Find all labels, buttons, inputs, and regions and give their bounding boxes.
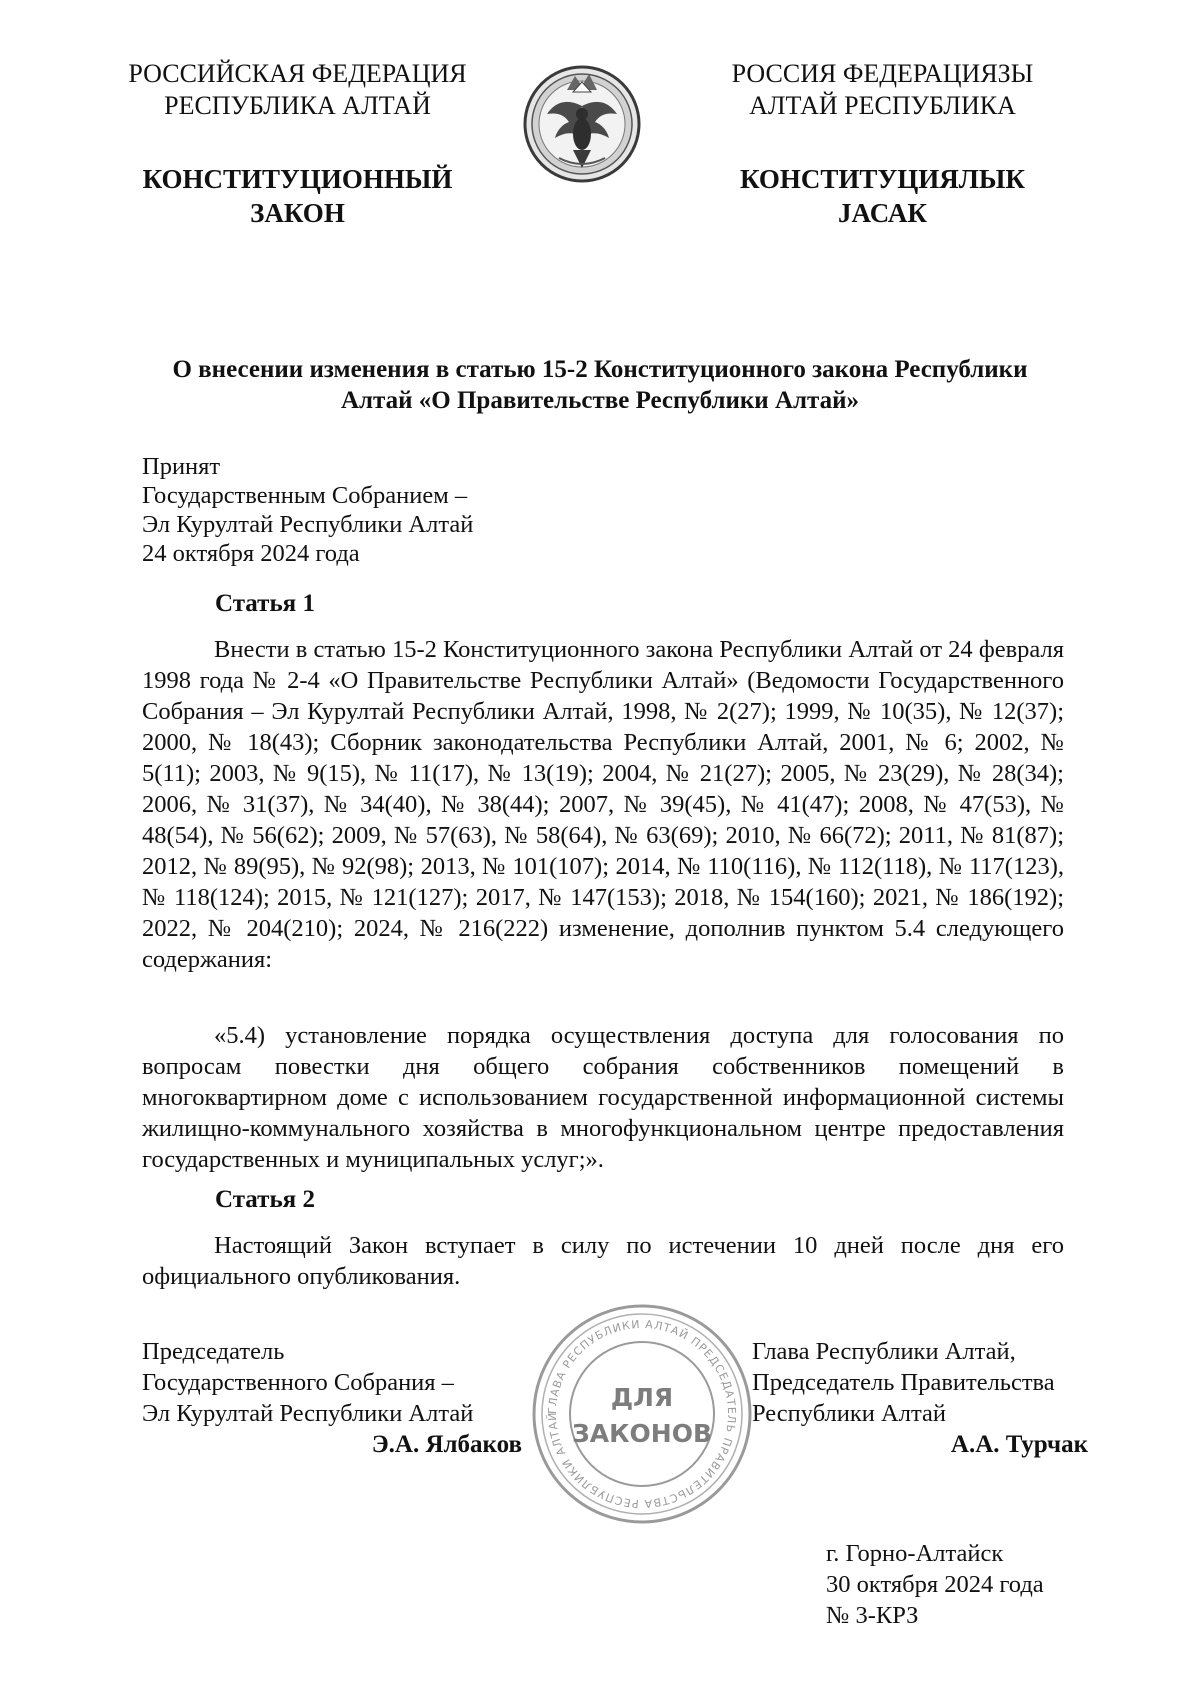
doc-type-ru-line2: ЗАКОН <box>250 198 345 228</box>
signature-right-line1: Глава Республики Алтай, <box>752 1338 1016 1365</box>
header-left <box>110 58 485 122</box>
article1-insert-text: «5.4) установление порядка осуществления доступа для голосования по вопросам повестки дня общего собрания собственников помещений в многоквартирном доме с использованием государственной информационной системы жилищно-коммунального хозяйства в многофункциональном центре предоставления государственных и муниципальных услуг;». <box>142 1022 1064 1173</box>
republic-altai-emblem-icon <box>523 58 641 186</box>
signature-left-line1: Председатель <box>142 1338 285 1365</box>
header-right-country: РОССИЯ ФЕДЕРАЦИЯЗЫ <box>731 59 1034 88</box>
svg-text:ГЛАВА РЕСПУБЛИКИ АЛТАЙ ПРЕДСЕД <box>546 1318 738 1510</box>
signature-right <box>752 1336 1092 1429</box>
header-left-republic: РЕСПУБЛИКА АЛТАЙ <box>164 91 431 120</box>
header-right-republic: АЛТАЙ РЕСПУБЛИКА <box>749 91 1016 120</box>
adoption-block <box>142 452 542 568</box>
signature-left-name: Э.А. Ялбаков <box>371 1431 522 1458</box>
doc-type-alt-line2: JАСАК <box>838 198 927 228</box>
doc-type-alt-line1: КОНСТИТУЦИЯЛЫК <box>740 164 1025 194</box>
article1-paragraph: Внести в статью 15-2 Конституционного закона Республики Алтай от 24 февраля 1998 года № 2-4 «О Правительстве Республики Алтай» (Ведомости Государственного Собрания – Эл Курултай Республики Алтай, 1998, № 2(27); 1999, № 10(35), № 12(37); 2000, № 18(43); Сборник законодательства Республики Алтай, 2001, № 6; 2002, № 5(11); 2003, № 9(15), № 11(17), № 13(19); 2004, № 21(27); 2005, № 23(29), № 28(34); 2006, № 31(37), № 34(40), № 38(44); 2007, № 39(45), № 41(47); 2008, № 47(53), № 48(54), № 56(62); 2009, № 57(63), № 58(64), № 63(69); 2010, № 66(72); 2011, № 81(87); 2012, № 89(95), № 92(98); 2013, № 101(107); 2014, № 110(116), № 112(118), № 117(123), № 118(124); 2015, № 121(127); 2017, № 147(153); 2018, № 154(160); 2021, № 186(192); 2022, № 204(210); 2024, № 216(222) изменение, дополнив пунктом 5.4 следующего содержания: <box>142 636 1064 973</box>
header-left-doc-type <box>120 162 475 230</box>
footer-city: г. Горно-Алтайск <box>826 1540 1004 1567</box>
signature-right-name: А.А. Турчак <box>950 1431 1088 1458</box>
article2-heading: Статья 2 <box>215 1186 315 1213</box>
signature-left-line2: Государственного Собрания – <box>142 1369 454 1396</box>
adoption-line2: Государственным Собранием – <box>142 482 468 509</box>
article2-paragraph: Настоящий Закон вступает в силу по истечении 10 дней после дня его официального опубликования. <box>142 1232 1064 1290</box>
official-stamp <box>528 1300 756 1528</box>
header-right <box>690 58 1075 122</box>
footer-date: 30 октября 2024 года <box>826 1571 1044 1598</box>
footer-block <box>826 1538 1126 1631</box>
law-title-line2: Алтай «О Правительстве Республики Алтай» <box>340 387 860 414</box>
article1-heading: Статья 1 <box>215 590 315 617</box>
stamp-line1: ДЛЯ <box>610 1383 674 1412</box>
signature-right-line2: Председатель Правительства <box>752 1369 1055 1396</box>
signature-left-line3: Эл Курултай Республики Алтай <box>142 1400 474 1427</box>
adoption-line3: Эл Курултай Республики Алтай <box>142 511 474 538</box>
signature-right-line3: Республики Алтай <box>752 1400 946 1427</box>
header-right-doc-type <box>705 162 1060 230</box>
footer-number: № 3-КРЗ <box>826 1602 919 1629</box>
law-title-line1: О внесении изменения в статью 15-2 Конституционного закона Республики <box>172 356 1028 383</box>
signature-left <box>142 1336 522 1429</box>
adoption-line1: Принят <box>142 453 221 480</box>
stamp-ring-text: ГЛАВА РЕСПУБЛИКИ АЛТАЙ ПРЕДСЕДАТЕЛЬ ПРАВИТЕЛЬСТВА РЕСПУБЛИКИ АЛТАЙ <box>545 1317 739 1511</box>
doc-type-ru-line1: КОНСТИТУЦИОННЫЙ <box>142 164 453 194</box>
law-title <box>130 354 1070 416</box>
adoption-date: 24 октября 2024 года <box>142 540 360 567</box>
stamp-line2: ЗАКОНОВ <box>571 1419 713 1448</box>
header-left-country: РОССИЙСКАЯ ФЕДЕРАЦИЯ <box>128 59 467 88</box>
